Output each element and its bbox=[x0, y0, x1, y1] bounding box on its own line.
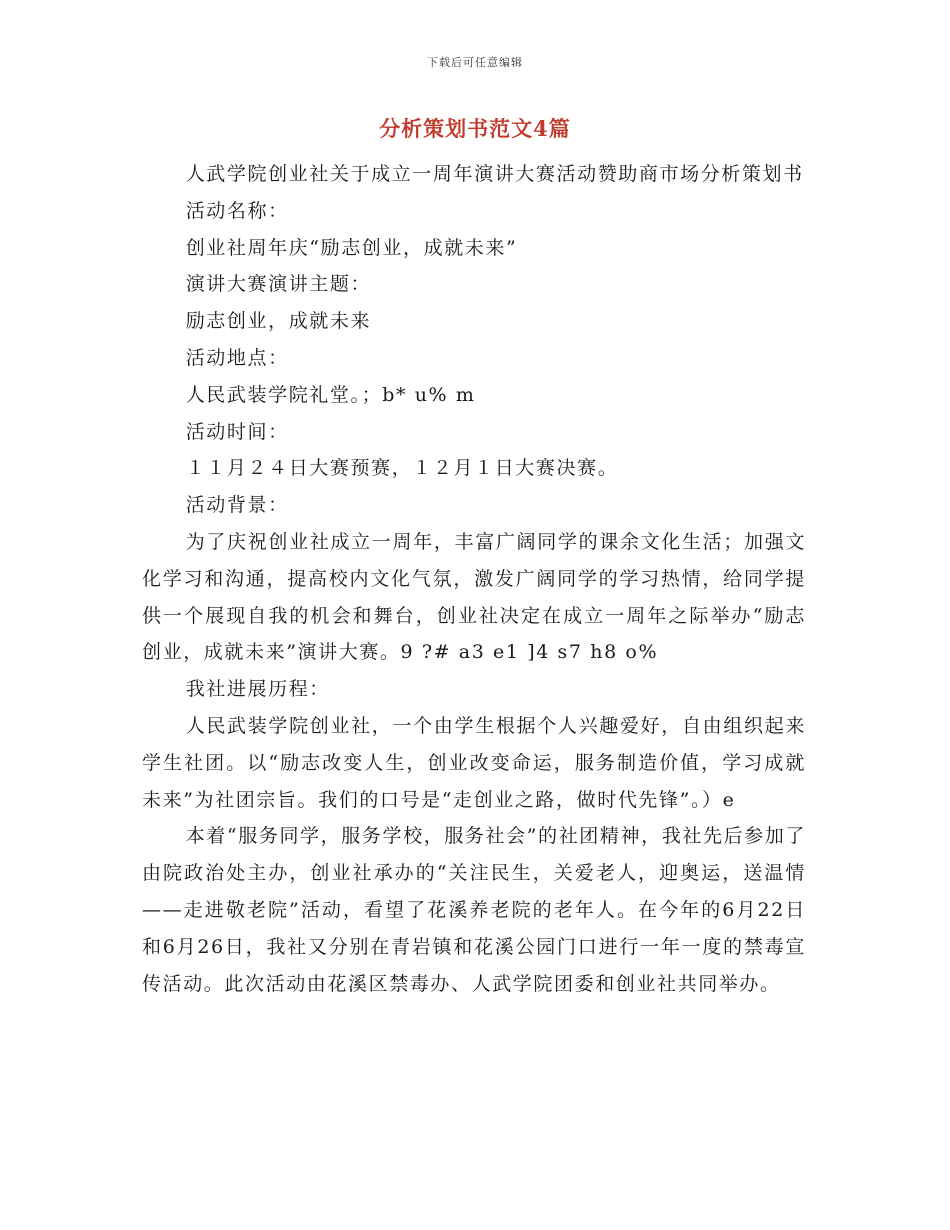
paragraph-background: 为了庆祝创业社成立一周年，丰富广阔同学的课余文化生活；加强文化学习和沟通，提高校内文化气氛，激发广阔同学的学习热情，给同学提供一个展现自我的机会和舞台，创业社决定在成立一周年之际举办“励志创业，成就未来”演讲大赛。9 ?# a3 e1 ]4 s7 h8 o% bbox=[142, 530, 806, 664]
document-body bbox=[142, 156, 806, 1002]
paragraph-activity-name: 创业社周年庆“励志创业，成就未来” bbox=[185, 236, 518, 259]
header-note: 下载后可任意编辑 bbox=[427, 56, 523, 69]
paragraph-activity-name-label: 活动名称： bbox=[185, 199, 289, 222]
paragraph-location-label: 活动地点： bbox=[185, 346, 289, 369]
paragraph-theme-label: 演讲大赛演讲主题： bbox=[185, 273, 372, 296]
paragraph-history-label: 我社进展历程： bbox=[185, 678, 330, 701]
paragraph-spirit: 本着“服务同学，服务学校，服务社会”的社团精神，我社先后参加了由院政治处主办，创业社承办的“关注民生，关爱老人，迎奥运，送温情——走进敬老院”活动，看望了花溪养老院的老年人。在今年的6月22日和6月26日，我社又分别在青岩镇和花溪公园门口进行一年一度的禁毒宣传活动。此次活动由花溪区禁毒办、人武学院团委和创业社共同举办。 bbox=[142, 825, 806, 995]
document-title: 分析策划书范文4篇 bbox=[379, 116, 571, 141]
paragraph-history: 人民武装学院创业社，一个由学生根据个人兴趣爱好，自由组织起来学生社团。以“励志改变人生，创业改变命运，服务制造价值，学习成就未来”为社团宗旨。我们的口号是“走创业之路，做时代先锋”。）e bbox=[142, 714, 806, 811]
paragraph-time-label: 活动时间： bbox=[185, 420, 289, 443]
paragraph-time: １１月２４日大赛预赛，１２月１日大赛决赛。 bbox=[185, 457, 619, 480]
paragraph-background-label: 活动背景： bbox=[185, 494, 289, 517]
paragraph-theme: 励志创业，成就未来 bbox=[185, 310, 372, 333]
paragraph-intro: 人武学院创业社关于成立一周年演讲大赛活动赞助商市场分析策划书 bbox=[185, 163, 804, 185]
paragraph-location: 人民武装学院礼堂。；b* u% m bbox=[185, 383, 476, 406]
